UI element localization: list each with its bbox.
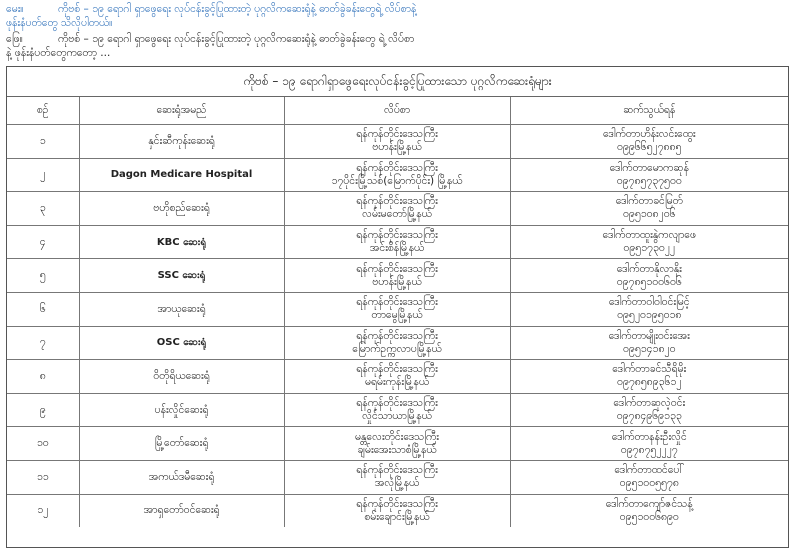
address-township: ဗဟန်းမြို့နယ် xyxy=(372,275,422,288)
cell-hospital-name xyxy=(79,360,284,394)
header-address: လိပ်စာ xyxy=(284,97,510,125)
hospital-name: OSC ဆေးရုံ xyxy=(156,337,207,349)
cell-hospital-name xyxy=(79,225,284,259)
cell-serial xyxy=(7,259,79,293)
header-contact: ဆက်သွယ်ရန် xyxy=(510,97,788,125)
address-region: ရန်ကုန်တိုင်းဒေသကြီး xyxy=(356,497,438,510)
cell-serial xyxy=(7,192,79,226)
table-row xyxy=(7,494,788,527)
contact-person: ဒေါက်တာဟိန်းလင်းထွေး xyxy=(602,128,696,141)
question-text-1: ကိုဗစ် – ၁၉ ရောဂါ ရှာဖွေရေး လုပ်ငန်းခွင့်ပြုထားတဲ့ ပုဂ္ဂလိကဆေးရုံနဲ့ ဓာတ်ခွဲခန်းတွေရဲ့ လိပ်စာနဲ့ xyxy=(58,3,417,15)
contact-phone: ၀၉၅၁၄၁၈၂၀ xyxy=(623,342,676,355)
cell-address xyxy=(284,393,510,427)
serial-number: ၃ xyxy=(39,201,46,214)
contact-person: ဒေါက်တာမျိုးဝင်းအေး xyxy=(608,329,690,342)
cell-serial xyxy=(7,360,79,394)
hospital-name: ဗဟိုစည်ဆေးရုံ xyxy=(153,201,210,214)
contact-person: ဒေါက်တာထူးနွဲကလျာဖေ xyxy=(602,229,696,242)
contact-person: ဒေါက်တာဆုလဲ့ဝင်း xyxy=(613,397,686,410)
serial-number: ၁၁ xyxy=(36,470,49,483)
hospital-name: အာယုဆေးရုံ xyxy=(157,302,206,315)
cell-hospital-name xyxy=(79,158,284,192)
cell-serial xyxy=(7,326,79,360)
table-row xyxy=(7,460,788,494)
cell-hospital-name xyxy=(79,494,284,527)
cell-serial xyxy=(7,393,79,427)
table-row xyxy=(7,125,788,159)
table-header-row xyxy=(7,97,788,125)
cell-contact xyxy=(510,460,788,494)
table-row xyxy=(7,326,788,360)
cell-address xyxy=(284,360,510,394)
serial-number: ၁၀ xyxy=(36,437,49,450)
cell-contact xyxy=(510,326,788,360)
serial-number: ၉ xyxy=(39,403,46,416)
table-row xyxy=(7,225,788,259)
contact-person: ဒေါက်တာနိုလာနိုး xyxy=(616,262,682,275)
cell-contact xyxy=(510,225,788,259)
table-row xyxy=(7,393,788,427)
serial-number: ၈ xyxy=(39,369,46,382)
hospital-name: SSC ဆေးရုံ xyxy=(157,270,206,282)
table-title: ကိုဗစ် – ၁၉ ရောဂါရှာဖွေရေးလုပ်ငန်းခွင့်ပြုထားသော ပုဂ္ဂလိကဆေးရုံများ xyxy=(7,67,788,97)
contact-person: ဒေါက်တာခင်မြတ် xyxy=(615,195,683,208)
cell-hospital-name xyxy=(79,326,284,360)
address-township: တာမွေမြို့နယ် xyxy=(371,309,423,322)
contact-person: ဒေါက်တာနန်းဦးလှိုင် xyxy=(611,430,687,443)
address-region: ရန်ကုန်တိုင်းဒေသကြီး xyxy=(356,464,438,477)
cell-address xyxy=(284,326,510,360)
address-region: ရန်ကုန်တိုင်းဒေသကြီး xyxy=(356,161,438,174)
hospital-name: Dagon Medicare Hospital xyxy=(110,169,253,181)
cell-contact xyxy=(510,259,788,293)
cell-contact xyxy=(510,292,788,326)
serial-number: ၁၂ xyxy=(37,504,49,517)
hospital-table-container xyxy=(6,66,789,548)
address-region: မန္တလေးတိုင်းဒေသကြီး xyxy=(355,430,439,443)
address-township: အင်းစိန်မြို့နယ် xyxy=(369,242,425,255)
cell-contact xyxy=(510,125,788,159)
answer-text-1: ကိုဗစ် – ၁၉ ရောဂါ ရှာဖွေရေး လုပ်ငန်းခွင့်ပြုထားတဲ့ ပုဂ္ဂလိကဆေးရုံနဲ့ ဓာတ်ခွဲခန်းတွေ ရဲ့ လိပ်စာ xyxy=(58,33,415,45)
contact-phone: ၀၉၅၁၀၈၂၀၆ xyxy=(623,208,676,221)
contact-phone: ၀၉၅၁၀၀၆၈၉၀ xyxy=(619,510,679,523)
contact-phone: ၀၉၇၈၇၅၂၂၂၇ xyxy=(620,443,678,456)
cell-hospital-name xyxy=(79,393,284,427)
contact-phone: ၀၉၇၈၅၈၉၃၆၁၂ xyxy=(617,376,682,389)
hospital-name: မြို့တော်ဆေးရုံ xyxy=(154,437,209,450)
cell-hospital-name xyxy=(79,125,284,159)
cell-contact xyxy=(510,427,788,461)
address-region: ရန်ကုန်တိုင်းဒေသကြီး xyxy=(356,262,438,275)
address-township: လမ်းမတော်မြို့နယ် xyxy=(362,208,432,221)
cell-serial xyxy=(7,158,79,192)
table-row xyxy=(7,158,788,192)
cell-address xyxy=(284,259,510,293)
contact-person: ဒေါက်တာမောကဆုန် xyxy=(609,161,689,174)
contact-phone: ၀၉၉၆၆၅၂၇၈၈၅ xyxy=(617,141,682,154)
cell-address xyxy=(284,292,510,326)
cell-hospital-name xyxy=(79,292,284,326)
answer-label: ဖြေ။ xyxy=(6,33,23,45)
hospital-table xyxy=(7,97,788,527)
cell-hospital-name xyxy=(79,427,284,461)
address-region: ရန်ကုန်တိုင်းဒေသကြီး xyxy=(356,397,438,410)
question-label: မေး။ xyxy=(6,3,24,15)
contact-phone: ၀၉၅၁၇၃၀၂၂ xyxy=(623,242,676,255)
contact-phone: ၀၉၇၈၅၇၃၇၅၀၀ xyxy=(616,174,682,187)
cell-contact xyxy=(510,494,788,527)
cell-serial xyxy=(7,292,79,326)
cell-serial xyxy=(7,494,79,527)
address-township: အလုံမြို့နယ် xyxy=(374,477,420,490)
contact-person: ဒေါက်တာဝါဝါဝင်းမြင့် xyxy=(608,296,690,309)
contact-person: ဒေါက်တာထင်ပေါ် xyxy=(614,464,685,477)
cell-address xyxy=(284,494,510,527)
contact-phone: ၀၉၅၁၀၀၅၅၇၈ xyxy=(619,477,679,490)
question-text-2: ဖုန်းနံပတ်တွေ သိလိုပါတယ်။ xyxy=(6,17,113,29)
address-region: ရန်ကုန်တိုင်းဒေသကြီး xyxy=(356,363,438,376)
serial-number: ၁ xyxy=(39,134,46,147)
serial-number: ၇ xyxy=(39,336,46,349)
table-row xyxy=(7,259,788,293)
answer-block xyxy=(6,32,414,60)
question-block xyxy=(6,2,416,30)
contact-phone: ၀၉၅၂၀၁၉၅၀၁၈ xyxy=(617,309,682,322)
address-township: ၁၇ပိုင်းမြို့သစ်(မြောက်ပိုင်း) မြို့နယ် xyxy=(331,174,463,187)
address-region: ရန်ကုန်တိုင်းဒေသကြီး xyxy=(356,329,438,342)
contact-phone: ၀၉၇၈၅၁၀၀၆၀၆ xyxy=(616,275,682,288)
hospital-name: အာရှတော်ဝင်ဆေးရုံ xyxy=(143,504,220,517)
cell-hospital-name xyxy=(79,460,284,494)
cell-contact xyxy=(510,158,788,192)
table-row xyxy=(7,360,788,394)
contact-person: ဒေါက်တာခင်သီရိမိုး xyxy=(612,363,687,376)
cell-address xyxy=(284,158,510,192)
cell-address xyxy=(284,460,510,494)
cell-serial xyxy=(7,460,79,494)
hospital-name: ဝိတိုရိယဆေးရုံ xyxy=(153,369,210,382)
address-township: မရမ်းကုန်းမြို့နယ် xyxy=(364,376,430,389)
serial-number: ၄ xyxy=(39,235,46,248)
address-township: စမ်းချောင်းမြို့နယ် xyxy=(364,510,430,523)
hospital-name: နှင်းဆီကုန်းဆေးရုံ xyxy=(148,134,215,147)
table-row xyxy=(7,427,788,461)
address-township: လှိုင်သာယာမြို့နယ် xyxy=(362,410,432,423)
question-line-1 xyxy=(6,2,416,16)
answer-line-1 xyxy=(6,32,414,46)
contact-person: ဒေါက်တာကျော်ဇင်သန့် xyxy=(605,497,693,510)
header-serial: စဉ် xyxy=(7,97,79,125)
address-region: ရန်ကုန်တိုင်းဒေသကြီး xyxy=(356,229,438,242)
answer-text-2: နဲ့ ဖုန်းနံပတ်တွေကတော့ ... xyxy=(6,47,111,59)
address-region: ရန်ကုန်တိုင်းဒေသကြီး xyxy=(356,195,438,208)
address-region: ရန်ကုန်တိုင်းဒေသကြီး xyxy=(356,296,438,309)
cell-hospital-name xyxy=(79,192,284,226)
serial-number: ၅ xyxy=(39,269,46,282)
address-township: မြောက်ဥက္ကလာပမြို့နယ် xyxy=(352,342,442,355)
contact-phone: ၀၉၇၈၄၉၆၉၁၃၃ xyxy=(616,410,682,423)
address-township: ဗဟန်းမြို့နယ် xyxy=(372,141,422,154)
cell-hospital-name xyxy=(79,259,284,293)
cell-serial xyxy=(7,427,79,461)
cell-serial xyxy=(7,225,79,259)
hospital-name: ပန်းလှိုင်ဆေးရုံ xyxy=(154,403,209,416)
serial-number: ၆ xyxy=(39,302,46,315)
header-hospital-name: ဆေးရုံအမည် xyxy=(79,97,284,125)
cell-contact xyxy=(510,192,788,226)
address-township: ချမ်းအေးသာစံမြို့နယ် xyxy=(357,443,437,456)
serial-number: ၂ xyxy=(40,168,46,181)
cell-address xyxy=(284,225,510,259)
hospital-name: KBC ဆေးရုံ xyxy=(156,236,207,248)
cell-address xyxy=(284,125,510,159)
hospital-name: အကယ်ဒမီဆေးရုံ xyxy=(148,470,215,483)
address-region: ရန်ကုန်တိုင်းဒေသကြီး xyxy=(356,128,438,141)
cell-contact xyxy=(510,360,788,394)
table-row xyxy=(7,192,788,226)
table-row xyxy=(7,292,788,326)
cell-address xyxy=(284,192,510,226)
cell-contact xyxy=(510,393,788,427)
cell-serial xyxy=(7,125,79,159)
cell-address xyxy=(284,427,510,461)
